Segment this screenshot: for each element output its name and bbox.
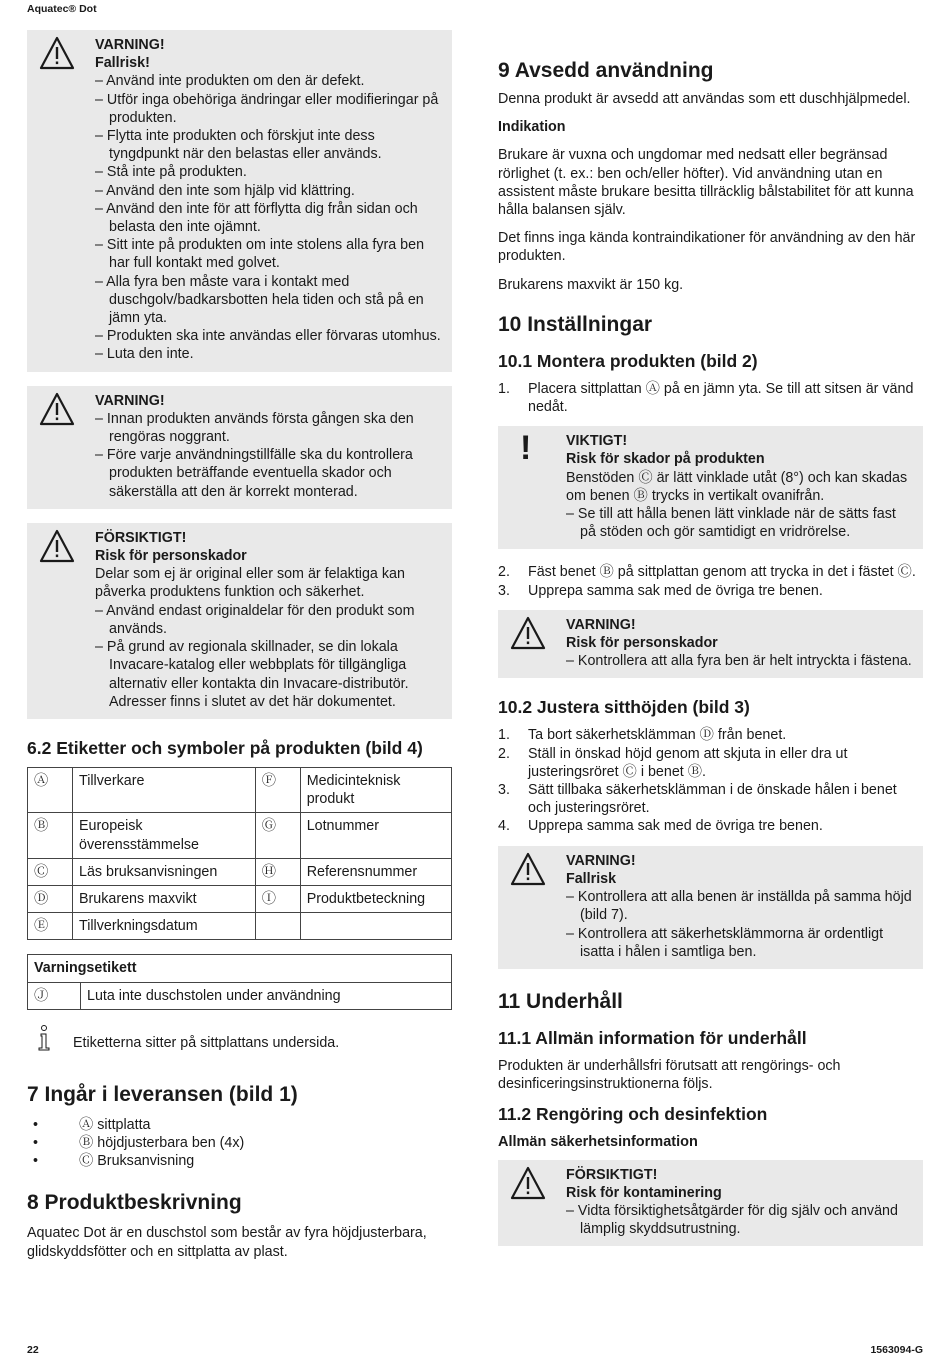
warning-item: – Kontrollera att alla benen är inställda på samma höjd (bild 7). xyxy=(566,889,912,924)
description-cell xyxy=(300,913,451,940)
warning-triangle-icon xyxy=(510,852,546,886)
exclamation-icon: ! xyxy=(520,429,532,468)
info-text: Etiketterna sitter på sittplattans undersida. xyxy=(73,1034,340,1051)
description-cell: Läs bruksanvisningen xyxy=(73,858,256,885)
warning-box-height xyxy=(498,846,923,969)
caution-box-contamination xyxy=(498,1160,923,1247)
table-row xyxy=(28,813,452,858)
delivery-list xyxy=(27,1116,452,1171)
warning-item: – Använd den inte för att förflytta dig från sidan och belasta den inte ojämnt. xyxy=(95,200,418,236)
step-1: 1. Placera sittplattan Ⓐ på en jämn yta. Se till att sitsen är vänd nedåt. xyxy=(498,380,914,416)
symbol-cell: Ⓘ xyxy=(255,885,300,912)
symbol-cell: Ⓓ xyxy=(28,885,73,912)
subheading-safety: Allmän säkerhetsinformation xyxy=(498,1134,698,1151)
page-number: 22 xyxy=(27,1344,39,1356)
caution-item: – Använd endast originaldelar för den produkt som används. xyxy=(95,602,415,637)
section-heading-10-1: 10.1 Montera produkten (bild 2) xyxy=(498,350,758,371)
section-heading-11: 11 Underhåll xyxy=(498,989,623,1013)
important-text: Benstöden Ⓒ är lätt vinklade utåt (8°) och kan skadas om benen Ⓑ trycks in vertikalt ovanifrån. xyxy=(566,469,908,504)
caution-title: FÖRSIKTIGT! xyxy=(566,1166,658,1183)
symbols-table xyxy=(27,767,452,940)
section-heading-9: 9 Avsedd användning xyxy=(498,59,714,82)
table-row xyxy=(28,858,452,885)
warning-item: – Produkten ska inte användas eller förvaras utomhus. xyxy=(95,328,441,345)
paragraph: Produkten är underhållsfri förutsatt att rengörings- och desinficeringsinstruktionerna följs. xyxy=(498,1057,841,1093)
important-box xyxy=(498,426,923,549)
section-heading-10: 10 Inställningar xyxy=(498,312,653,336)
document-number: 1563094-G xyxy=(870,1344,923,1356)
caution-item: – På grund av regionala skillnader, se din lokala Invacare-katalog eller webbplats för tillgängliga alternativ eller kontakta din Invacare-distributör. Adresser finns i slutet av det här dokumentet. xyxy=(95,639,409,710)
warning-triangle-icon xyxy=(39,36,75,70)
warning-box-cleaning xyxy=(27,386,452,509)
left-column xyxy=(27,30,452,1271)
description-cell: Tillverkningsdatum xyxy=(73,913,256,940)
paragraph: Det finns inga kända kontraindikationer för användning av den här produkten. xyxy=(498,230,916,265)
warning-item: – Kontrollera att alla fyra ben är helt intryckta i fästena. xyxy=(566,653,912,670)
warning-item: – Innan produkten används första gången ska den rengöras noggrant. xyxy=(95,410,414,446)
warning-subtitle: Fallrisk xyxy=(566,870,617,887)
table-row xyxy=(28,767,452,812)
warning-item: – Flytta inte produkten och förskjut inte dess tyngdpunkt när den belastas eller används. xyxy=(95,128,382,163)
important-subtitle: Risk för skador på produkten xyxy=(566,451,765,468)
warning-title: VARNING! xyxy=(566,616,636,633)
caution-text: Delar som ej är original eller som är felaktiga kan påverka produktens funktion och säkerhet. xyxy=(95,566,405,601)
symbol-cell: Ⓖ xyxy=(255,813,300,858)
warning-label-title: Varningsetikett xyxy=(28,955,452,982)
warning-title: VARNING! xyxy=(95,37,165,53)
section-heading-10-2: 10.2 Justera sitthöjden (bild 3) xyxy=(498,697,750,718)
list-item: • Ⓒ Bruksanvisning xyxy=(33,1153,195,1170)
warning-item: – Använd inte produkten om den är defekt. xyxy=(95,73,365,90)
section-heading-8: 8 Produktbeskrivning xyxy=(27,1191,242,1215)
warning-label-table xyxy=(27,954,452,1009)
list-item: • Ⓑ höjdjusterbara ben (4x) xyxy=(33,1134,245,1151)
right-column xyxy=(498,58,923,1260)
description-cell: Medicinteknisk produkt xyxy=(300,767,451,812)
warning-subtitle: Fallrisk! xyxy=(95,55,150,72)
symbol-cell: Ⓑ xyxy=(28,813,73,858)
warning-triangle-icon xyxy=(510,1166,546,1200)
list-item: • Ⓐ sittplatta xyxy=(33,1116,151,1133)
warning-triangle-icon xyxy=(510,616,546,650)
indication-heading: Indikation xyxy=(498,119,566,136)
description-cell: Tillverkare xyxy=(73,767,256,812)
symbol-cell: Ⓗ xyxy=(255,858,300,885)
caution-item: – Vidta försiktighetsåtgärder för dig själv och använd lämplig skyddsutrustning. xyxy=(566,1202,898,1238)
section-heading-7: 7 Ingår i leveransen (bild 1) xyxy=(27,1082,298,1106)
paragraph: Brukare är vuxna och ungdomar med nedsatt eller begränsad rörlighet (t. ex.: ben och/eller höfter). Vid användning utan en assistent måste brukare besitta tillräcklig bålstabilitet för att kunna hålla balansen själv. xyxy=(498,147,914,219)
warning-subtitle: Risk för personskador xyxy=(566,635,718,652)
description-cell: Europeisk överensstämmelse xyxy=(73,813,256,858)
step-2: 2. Fäst benet Ⓑ på sittplattan genom att trycka in det i fästet Ⓒ. xyxy=(498,564,916,581)
description-cell: Lotnummer xyxy=(300,813,451,858)
paragraph: Denna produkt är avsedd att användas som ett duschhjälpmedel. xyxy=(498,91,911,107)
warning-triangle-icon xyxy=(39,392,75,426)
description-cell: Produktbeteckning xyxy=(300,885,451,912)
step-2: 2. Ställ in önskad höjd genom att skjuta in eller dra ut justeringsröret Ⓒ i benet Ⓑ. xyxy=(498,745,848,780)
section-heading-11-1: 11.1 Allmän information för underhåll xyxy=(498,1027,807,1048)
symbol-cell: Ⓕ xyxy=(255,767,300,812)
caution-title: FÖRSIKTIGT! xyxy=(95,529,187,546)
info-icon xyxy=(27,1024,73,1052)
warning-box-legs xyxy=(498,610,923,679)
step-4: 4. Upprepa samma sak med de övriga tre benen. xyxy=(498,818,823,835)
warning-item: – Före varje användningstillfälle ska du kontrollera produkten beträffande eventuella skador och säkerställa att den är korrekt monterad. xyxy=(95,447,413,500)
symbol-cell: Ⓐ xyxy=(28,767,73,812)
warning-label-symbol: Ⓙ xyxy=(28,982,81,1009)
warning-item: – Använd den inte som hjälp vid klättring. xyxy=(95,182,355,199)
table-row xyxy=(28,913,452,940)
info-note xyxy=(27,1024,452,1052)
step-3: 3. Upprepa samma sak med de övriga tre benen. xyxy=(498,582,823,599)
caution-subtitle: Risk för kontaminering xyxy=(566,1184,722,1201)
warning-item: – Kontrollera att säkerhetsklämmorna är ordentligt isatta i hålen i samtliga ben. xyxy=(566,925,884,960)
table-row xyxy=(28,885,452,912)
warning-item: – Stå inte på produkten. xyxy=(95,164,247,181)
important-title: VIKTIGT! xyxy=(566,433,628,450)
section-heading-11-2: 11.2 Rengöring och desinfektion xyxy=(498,1104,768,1125)
caution-box-personal-injury xyxy=(27,523,452,719)
step-3: 3. Sätt tillbaka säkerhetsklämman i de önskade hålen i benet och justeringsröret. xyxy=(498,782,897,817)
section-heading-6-2: 6.2 Etiketter och symboler på produkten (bild 4) xyxy=(27,737,423,758)
paragraph: Brukarens maxvikt är 150 kg. xyxy=(498,276,684,293)
important-item: – Se till att hålla benen lätt vinklade när de sätts fast på stöden och gör samtidigt en vridrörelse. xyxy=(566,506,896,541)
warning-label-text: Luta inte duschstolen under användning xyxy=(81,982,452,1009)
symbol-cell: Ⓔ xyxy=(28,913,73,940)
caution-subtitle: Risk för personskador xyxy=(95,548,247,565)
product-description: Aquatec Dot är en duschstol som består av fyra höjdjusterbara, glidskyddsfötter och en sittplatta av plast. xyxy=(27,1225,427,1260)
description-cell: Brukarens maxvikt xyxy=(73,885,256,912)
warning-item: – Luta den inte. xyxy=(95,346,194,363)
symbol-cell: Ⓒ xyxy=(28,858,73,885)
warning-box-fallrisk xyxy=(27,30,452,372)
warning-item: – Utför inga obehöriga ändringar eller modifieringar på produkten. xyxy=(95,91,439,126)
warning-item: – Alla fyra ben måste vara i kontakt med duschgolv/badkarsbotten hela tiden och stå på en jämn yta. xyxy=(95,273,424,327)
step-1: 1. Ta bort säkerhetsklämman Ⓓ från benet. xyxy=(498,727,787,744)
warning-title: VARNING! xyxy=(566,852,636,869)
symbol-cell xyxy=(255,913,300,940)
description-cell: Referensnummer xyxy=(300,858,451,885)
warning-item: – Sitt inte på produkten om inte stolens alla fyra ben har full kontakt med golvet. xyxy=(95,237,425,272)
warning-title: VARNING! xyxy=(95,392,165,409)
running-header: Aquatec® Dot xyxy=(27,3,97,15)
warning-triangle-icon xyxy=(39,529,75,563)
